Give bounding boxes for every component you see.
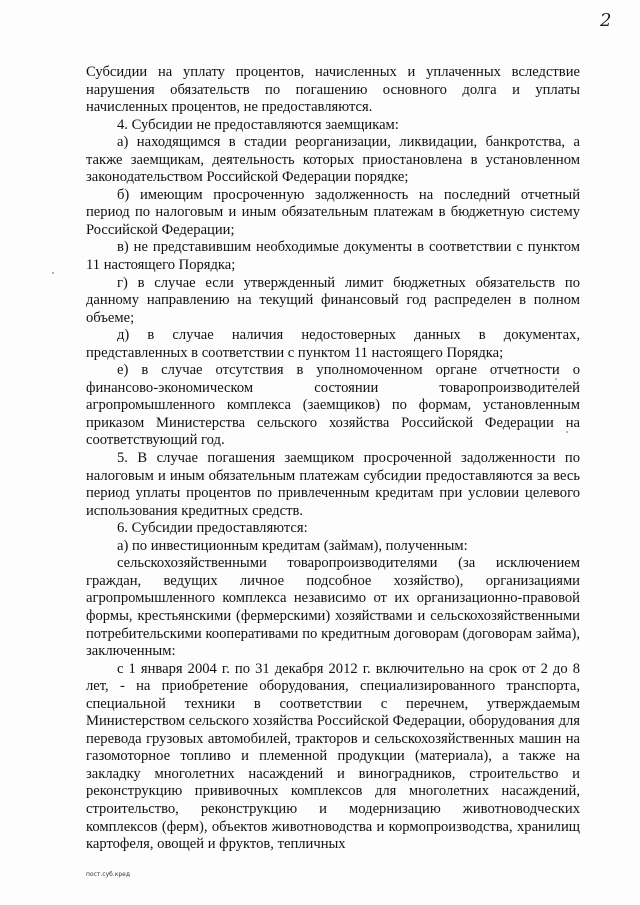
document-body xyxy=(86,64,580,854)
paragraph-section-6-item-a: а) по инвестиционным кредитам (займам), полученным: xyxy=(117,537,468,554)
paragraph-section-6-heading: 6. Субсидии предоставляются: xyxy=(117,520,308,537)
footer-file-label: пост.суб.кред xyxy=(86,871,131,878)
paragraph-section-4-heading: 4. Субсидии не предоставляются заемщикам: xyxy=(117,116,399,133)
scan-speck xyxy=(52,272,54,274)
scan-speck xyxy=(566,431,568,433)
paragraph-item-g-limit: г) в случае если утвержденный лимит бюджетных обязательств по данному направлению на текущий финансовый год распределен в полном объеме; xyxy=(86,274,580,326)
page-number: 2 xyxy=(600,10,612,31)
paragraph-item-d-false-data: д) в случае наличия недостоверных данных в документах, представленных в соответствии с пунктом 11 настоящего Порядка; xyxy=(86,327,580,361)
paragraph-section-5: 5. В случае погашения заемщиком просроченной задолженности по налоговым и иным обязательным платежам субсидии предоставляются за весь период уплаты процентов по привлеченным кредитам при условии целевого использования кредитных средств. xyxy=(86,450,580,519)
scan-speck xyxy=(555,378,557,380)
paragraph-item-v-documents: в) не представившим необходимые документы в соответствии с пунктом 11 настоящего Порядка; xyxy=(86,239,580,274)
paragraph-item-a-reorganization: а) находящимся в стадии реорганизации, ликвидации, банкротства, а также заемщикам, деятельность которых приостановлена в установленном законодательством Российской Федерации порядке; xyxy=(86,134,580,186)
paragraph-item-e-reporting: е) в случае отсутствия в уполномоченном органе отчетности о финансово-экономическом состоянии товаропроизводителей агропромышленного комплекса (заемщиков) по формам, установленным приказом Министерства сельского хозяйства Российской Федерации на соответствующий год. xyxy=(86,362,580,449)
paragraph-subsidy-exclusion: Субсидии на уплату процентов, начисленных и уплаченных вследствие нарушения обязательств по погашению основного долга и уплаты начисленных процентов, не предоставляются. xyxy=(86,64,580,116)
paragraph-borrowers: сельскохозяйственными товаропроизводителями (за исключением граждан, ведущих личное подсобное хозяйство), организациями агропромышленного комплекса независимо от их организационно-правовой формы, крестьянскими (фермерскими) хозяйствами и сельскохозяйственными потребительскими кооперативами по кредитным договорам (договорам займа), заключенным: xyxy=(86,555,580,660)
paragraph-item-b-arrears: б) имеющим просроченную задолженность на последний отчетный период по налоговым и иным обязательным платежам в бюджетную систему Российской Федерации; xyxy=(86,186,580,238)
paragraph-loan-terms: с 1 января 2004 г. по 31 декабря 2012 г. включительно на срок от 2 до 8 лет, - на приобретение оборудования, специализированного транспорта, специальной техники в соответствии с перечнем, утверждаемым Министерством сельского хозяйства Российской Федерации, оборудования для перевода грузовых автомобилей, тракторов и сельскохозяйственных машин на газомоторное топливо и племенной продукции (материала), а также на закладку многолетних насаждений и виноградников, строительство и реконструкцию прививочных комплексов для многолетних насаждений, строительство, реконструкцию и модернизацию животноводческих комплексов (ферм), объектов животноводства и кормопроизводства, хранилищ картофеля, овощей и фруктов, тепличных xyxy=(86,660,580,853)
